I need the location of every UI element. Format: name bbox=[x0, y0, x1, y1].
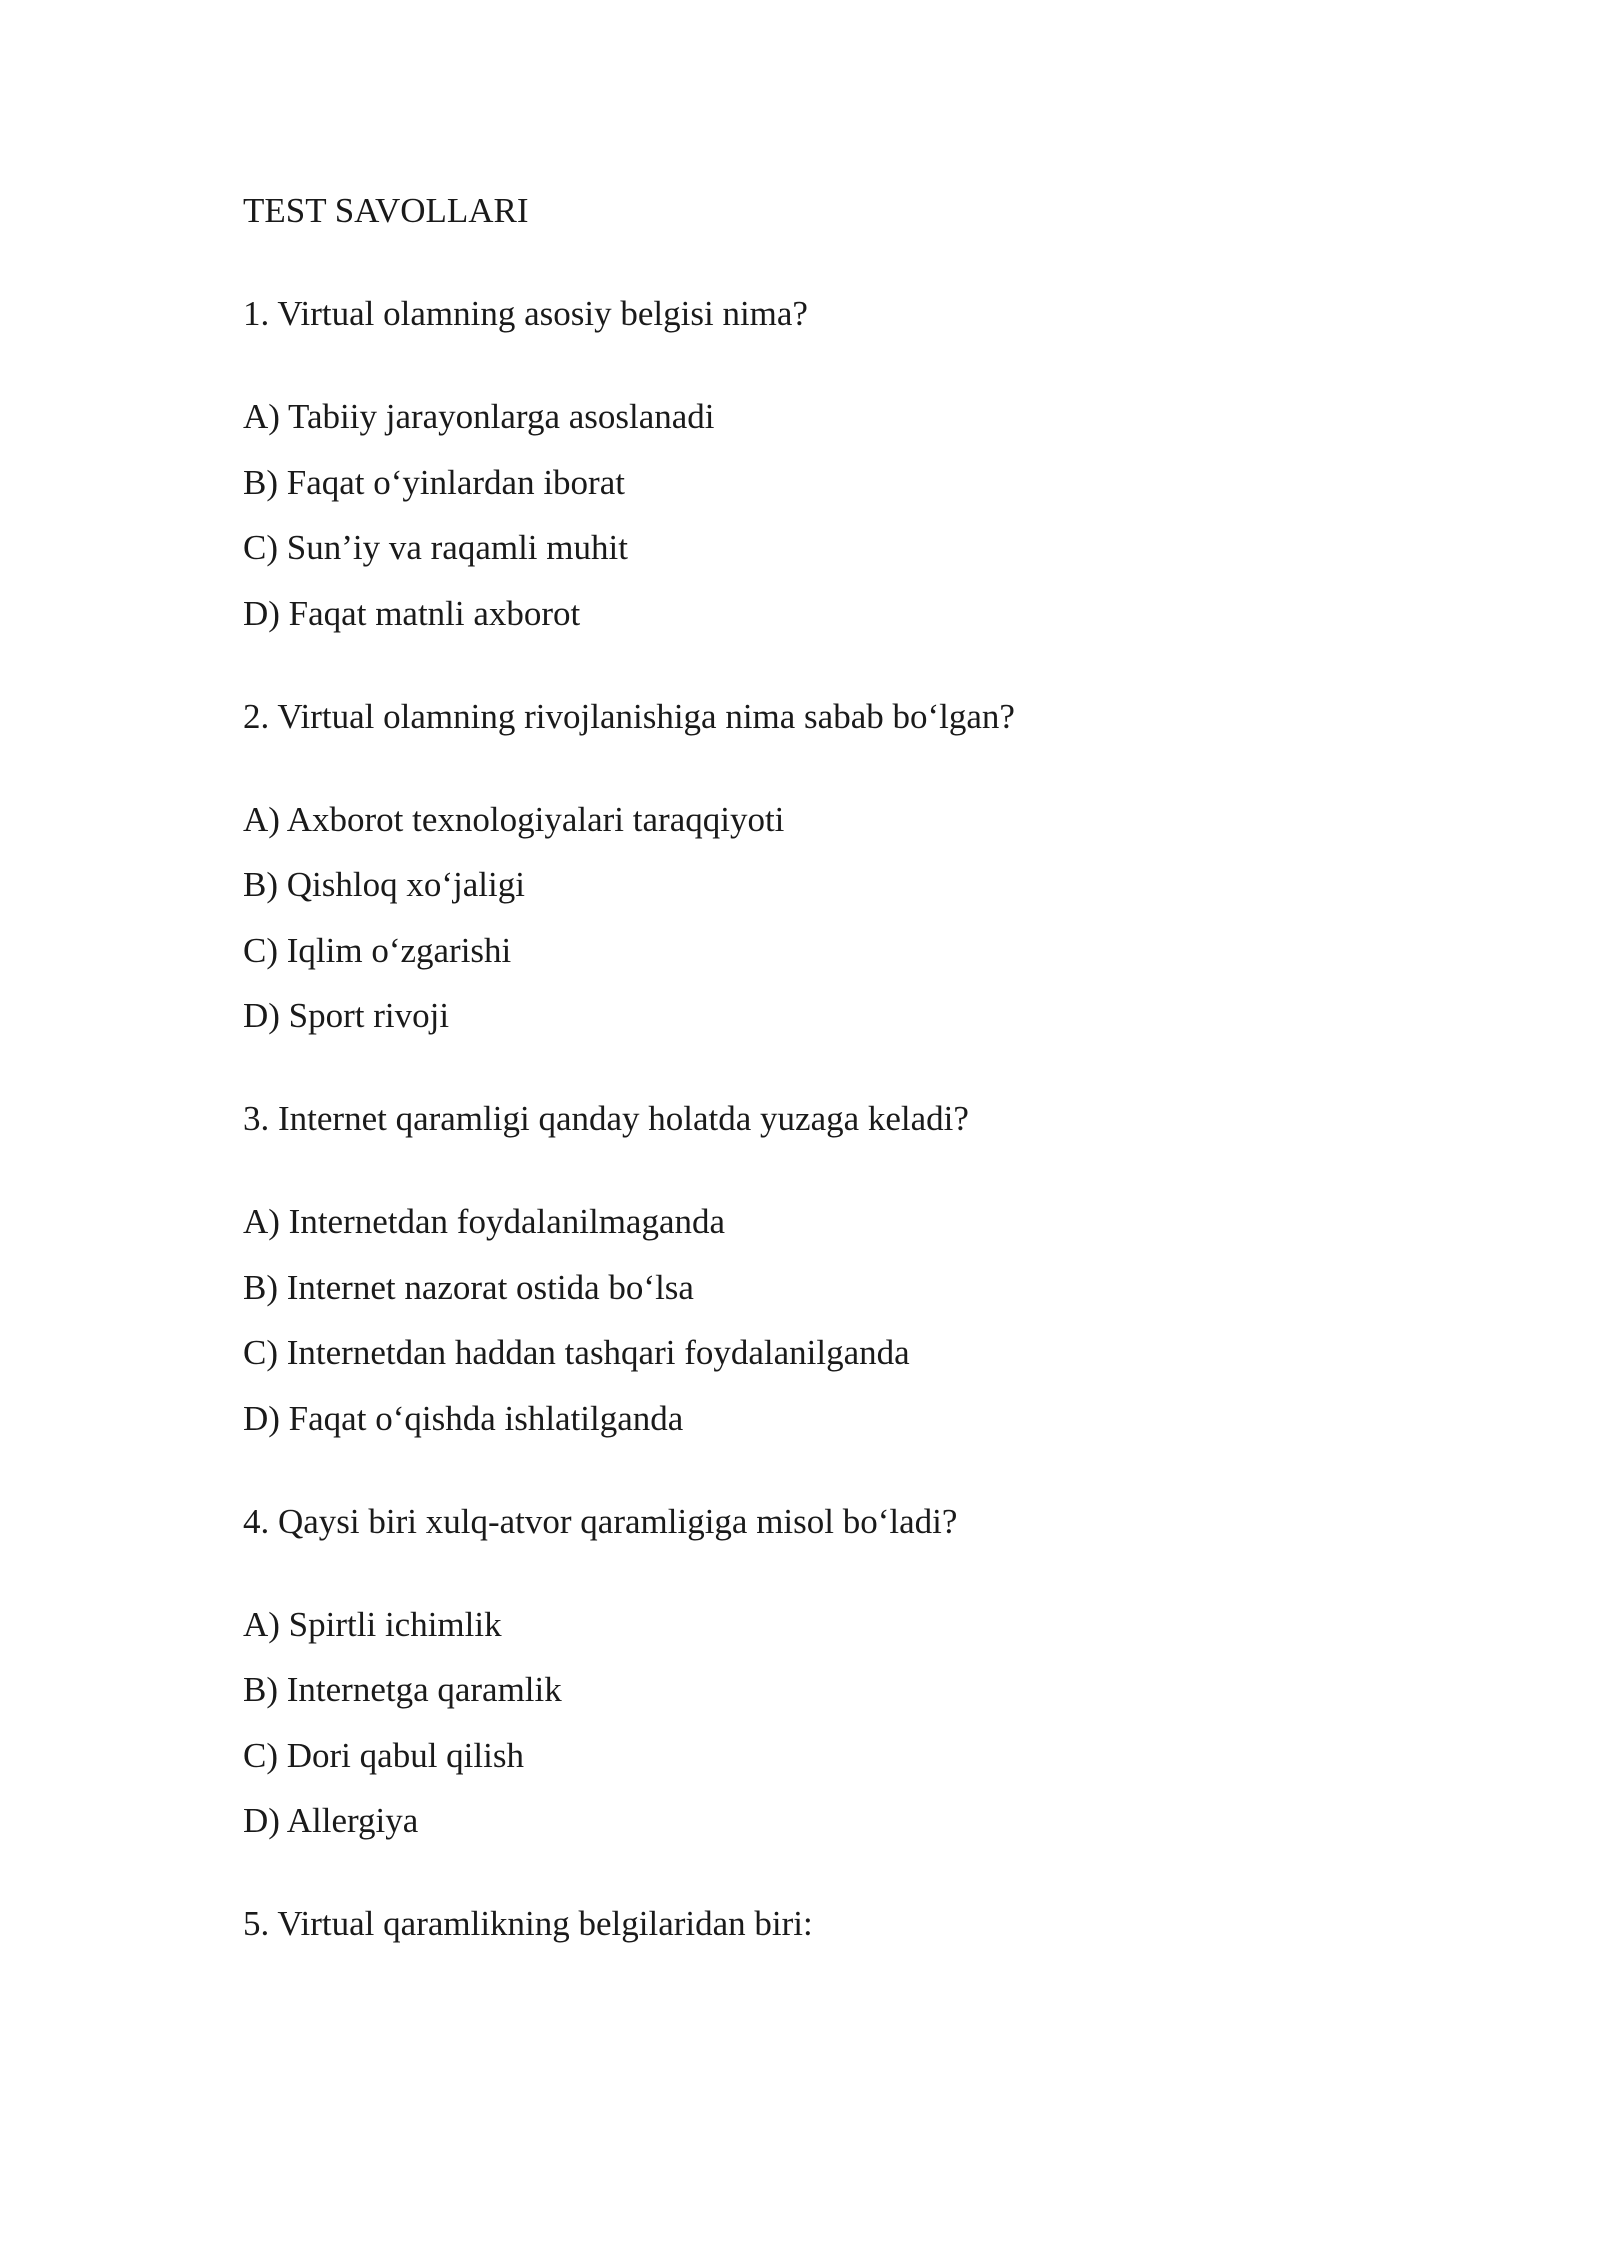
document-content bbox=[243, 190, 1413, 2006]
answer-option-a: A) Axborot texnologiyalari taraqqiyoti bbox=[243, 799, 785, 839]
question-1 bbox=[243, 293, 1413, 635]
question-text: 1. Virtual olamning asosiy belgisi nima? bbox=[243, 294, 808, 333]
answer-option-b: B) Faqat o‘yinlardan iborat bbox=[243, 462, 625, 502]
question-text: 5. Virtual qaramlikning belgilaridan biri: bbox=[243, 1904, 813, 1943]
answer-option-c: C) Iqlim o‘zgarishi bbox=[243, 930, 512, 970]
answer-option-b: B) Internet nazorat ostida bo‘lsa bbox=[243, 1267, 694, 1307]
question-text: 3. Internet qaramligi qanday holatda yuzaga keladi? bbox=[243, 1099, 969, 1138]
question-text: 2. Virtual olamning rivojlanishiga nima sabab bo‘lgan? bbox=[243, 696, 1015, 736]
question-2 bbox=[243, 696, 1413, 1038]
question-3 bbox=[243, 1098, 1413, 1440]
answer-option-d: D) Allergiya bbox=[243, 1801, 419, 1840]
question-4 bbox=[243, 1501, 1413, 1843]
answer-option-b: B) Qishloq xo‘jaligi bbox=[243, 865, 525, 904]
document-title: TEST SAVOLLARI bbox=[243, 191, 529, 230]
answer-option-a: A) Tabiiy jarayonlarga asoslanadi bbox=[243, 397, 715, 436]
answer-option-a: A) Spirtli ichimlik bbox=[243, 1604, 502, 1644]
answer-option-d: D) Faqat matnli axborot bbox=[243, 593, 581, 633]
answer-option-c: C) Sun’iy va raqamli muhit bbox=[243, 528, 628, 567]
question-text: 4. Qaysi biri xulq-atvor qaramligiga misol bo‘ladi? bbox=[243, 1501, 958, 1541]
answer-option-d: D) Faqat o‘qishda ishlatilganda bbox=[243, 1398, 684, 1438]
answer-option-b: B) Internetga qaramlik bbox=[243, 1670, 562, 1709]
answer-option-c: C) Dori qabul qilish bbox=[243, 1735, 524, 1775]
answer-option-a: A) Internetdan foydalanilmaganda bbox=[243, 1202, 726, 1241]
question-5 bbox=[243, 1903, 1413, 1945]
answer-option-c: C) Internetdan haddan tashqari foydalanilganda bbox=[243, 1333, 910, 1372]
answer-option-d: D) Sport rivoji bbox=[243, 996, 450, 1035]
